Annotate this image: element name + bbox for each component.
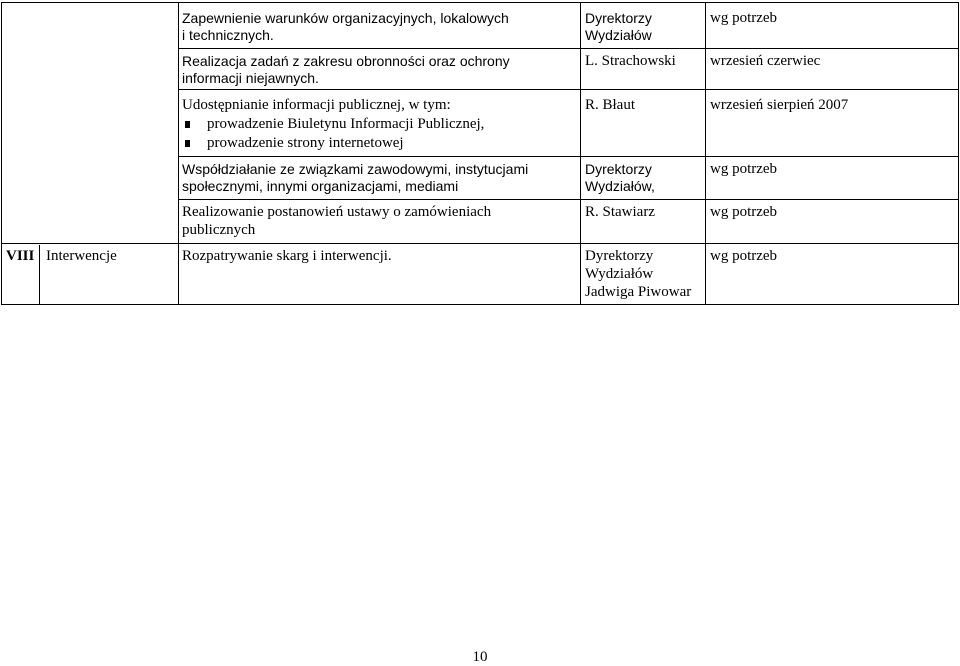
row-divider-4	[178, 199, 958, 200]
deadline-text: wg potrzeb	[710, 10, 778, 26]
task-text: Współdziałanie ze związkami zawodowymi, instytucjami	[182, 161, 529, 177]
bullet-icon	[185, 140, 190, 147]
page-number: 10	[472, 649, 488, 665]
responsible-text: R. Błaut	[585, 97, 636, 113]
task-text: Realizowanie postanowień ustawy o zamówieniach	[182, 204, 492, 220]
responsible-text: R. Stawiarz	[585, 204, 655, 220]
task-text: Rozpatrywanie skarg i interwencji.	[182, 248, 392, 264]
responsible-text: Wydziałów	[585, 266, 654, 282]
task-text: publicznych	[182, 222, 256, 238]
row-divider-1	[178, 48, 958, 49]
responsible-text: Jadwiga Piwowar	[585, 284, 692, 300]
list-item-text: prowadzenie strony internetowej	[207, 135, 404, 151]
section-name: Interwencje	[46, 248, 117, 264]
deadline-text: wg potrzeb	[710, 248, 778, 264]
section-number: VIII	[6, 248, 35, 264]
task-text: Realizacja zadań z zakresu obronności oraz ochrony	[182, 53, 510, 69]
responsible-text: L. Strachowski	[585, 53, 676, 69]
task-text: Udostępnianie informacji publicznej, w tym:	[182, 97, 451, 113]
deadline-text: wrzesień sierpień 2007	[710, 97, 849, 113]
deadline-text: wg potrzeb	[710, 204, 778, 220]
deadline-text: wg potrzeb	[710, 161, 778, 177]
row-divider-3	[178, 156, 958, 157]
list-item-text: prowadzenie Biuletynu Informacji Publicznej,	[207, 116, 485, 132]
task-text: i technicznych.	[182, 27, 274, 43]
row-divider-section	[2, 243, 958, 244]
responsible-text: Dyrektorzy	[585, 248, 654, 264]
responsible-text: Wydziałów,	[585, 178, 655, 194]
responsible-text: Wydziałów	[585, 27, 652, 43]
bullet-icon	[185, 121, 190, 128]
column-divider-number	[39, 245, 40, 304]
task-text: Zapewnienie warunków organizacyjnych, lokalowych	[182, 10, 509, 26]
task-text: społecznymi, innymi organizacjami, mediami	[182, 178, 459, 194]
schedule-table	[1, 2, 959, 305]
row-divider-2	[178, 89, 958, 90]
responsible-text: Dyrektorzy	[585, 10, 652, 26]
responsible-text: Dyrektorzy	[585, 161, 652, 177]
deadline-text: wrzesień czerwiec	[710, 53, 821, 69]
task-text: informacji niejawnych.	[182, 70, 319, 86]
